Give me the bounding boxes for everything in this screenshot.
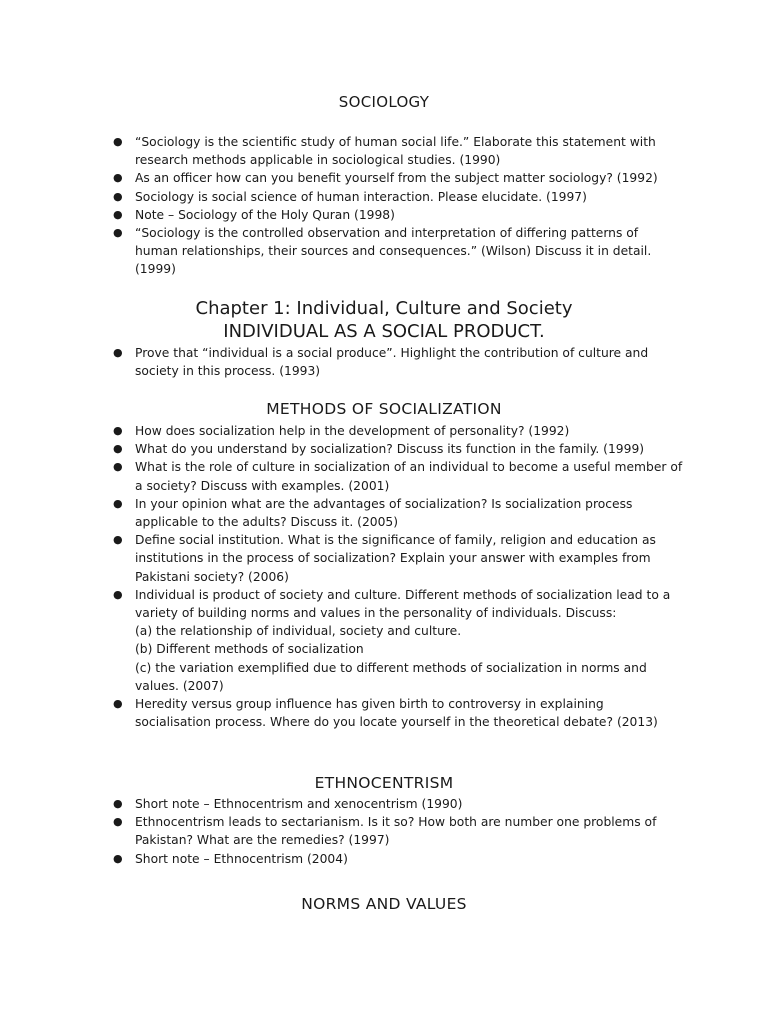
chapter-subtitle: INDIVIDUAL AS A SOCIAL PRODUCT. xyxy=(223,321,545,342)
intro-question-list xyxy=(113,133,683,279)
list-item: ● Define social institution. What is the significance of family, religion and education as institutions in the process of socialization? Explain your answer with examples from Pakistani society? (2006) xyxy=(113,533,656,584)
bullet-icon: ● xyxy=(113,135,123,148)
list-item: ● Individual is product of society and culture. Different methods of socialization lead to a variety of building norms and values in the personality of individuals. Discuss: (a) the relationship of individual, society and culture. (b) Different methods of socialization (c) the variation exemplified due to different methods of socialization in norms and values. (2007) xyxy=(113,586,683,695)
bullet-icon: ● xyxy=(113,460,123,474)
bullet-icon: ● xyxy=(113,207,123,221)
page-title: SOCIOLOGY xyxy=(338,93,430,111)
list-item: ● Sociology is social science of human interaction. Please elucidate. (1997) xyxy=(113,188,683,206)
bullet-icon: ● xyxy=(113,815,123,829)
section-heading-norms: NORMS AND VALUES xyxy=(301,895,467,913)
ethnocentrism-question-list xyxy=(113,795,683,868)
list-item: ● What do you understand by socialization? Discuss its function in the family. (1999) xyxy=(113,440,683,458)
list-item: ● “Sociology is the controlled observation and interpretation of differing patterns of human relationships, their sources and consequences.” (Wilson) Discuss it in detail. (1999) xyxy=(113,226,652,277)
chapter-title: Chapter 1: Individual, Culture and Society xyxy=(195,298,573,319)
sub-point: (a) the relationship of individual, society and culture. xyxy=(135,624,462,639)
sub-point: (b) Different methods of socialization xyxy=(135,642,364,657)
list-item: ● How does socialization help in the development of personality? (1992) xyxy=(113,422,683,440)
bullet-icon: ● xyxy=(113,189,123,203)
bullet-icon: ● xyxy=(113,797,123,810)
bullet-icon: ● xyxy=(113,533,123,547)
socialization-question-list xyxy=(113,422,683,731)
bullet-icon: ● xyxy=(113,346,123,359)
list-item: ● As an officer how can you benefit yourself from the subject matter sociology? (1992) xyxy=(113,169,683,187)
list-item: ● Short note – Ethnocentrism (2004) xyxy=(113,850,683,868)
chapter-heading xyxy=(0,297,768,343)
list-item: ● Note – Sociology of the Holy Quran (1998) xyxy=(113,206,683,224)
bullet-icon: ● xyxy=(113,226,123,240)
bullet-icon: ● xyxy=(113,587,123,601)
list-item: ● “Sociology is the scientific study of human social life.” Elaborate this statement with research methods applicable in sociological studies. (1990) xyxy=(113,135,656,168)
bullet-icon: ● xyxy=(113,442,123,456)
list-item: ● Ethnocentrism leads to sectarianism. Is it so? How both are number one problems of Pakistan? What are the remedies? (1997) xyxy=(113,815,657,848)
bullet-icon: ● xyxy=(113,697,123,711)
bullet-icon: ● xyxy=(113,424,123,437)
bullet-icon: ● xyxy=(113,496,123,510)
list-item: ● Prove that “individual is a social produce”. Highlight the contribution of culture and society in this process. (1993) xyxy=(113,346,649,379)
list-item: ● Heredity versus group influence has given birth to controversy in explaining socialisation process. Where do you locate yourself in the theoretical debate? (2013) xyxy=(113,697,658,730)
section-heading-ethnocentrism: ETHNOCENTRISM xyxy=(314,774,454,792)
list-item: ● Short note – Ethnocentrism and xenocentrism (1990) xyxy=(113,795,683,813)
list-item: ● What is the role of culture in socialization of an individual to become a useful member of a society? Discuss with examples. (2001) xyxy=(113,460,683,493)
list-item: ● In your opinion what are the advantages of socialization? Is socialization process applicable to the adults? Discuss it. (2005) xyxy=(113,496,633,530)
individual-question-list xyxy=(113,344,683,380)
section-heading-socialization: METHODS OF SOCIALIZATION xyxy=(266,400,502,418)
sub-point: (c) the variation exemplified due to different methods of socialization in norms and values. (2007) xyxy=(135,660,647,693)
bullet-icon: ● xyxy=(113,851,123,865)
bullet-icon: ● xyxy=(113,171,123,185)
